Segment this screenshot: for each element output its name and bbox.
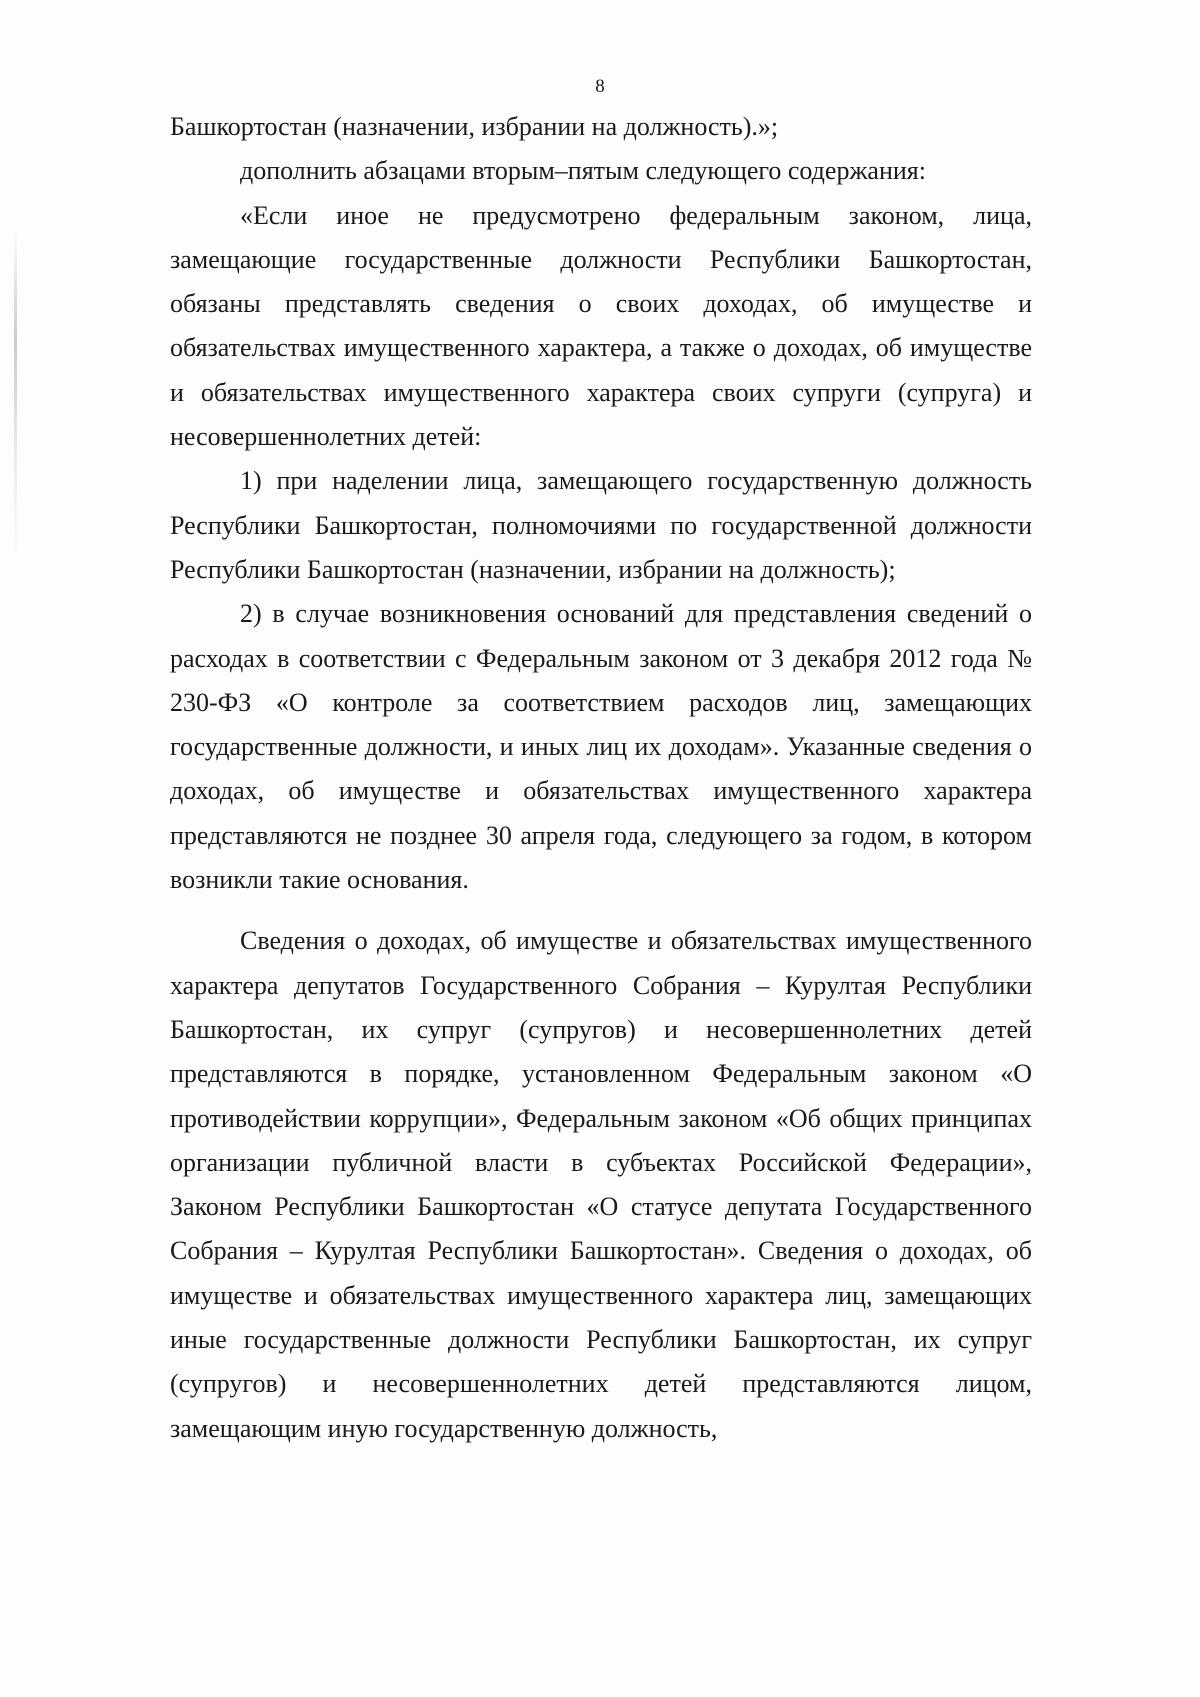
document-body bbox=[170, 105, 1032, 1451]
paragraph-deputies-info: Сведения о доходах, об имуществе и обязательствах имущественного характера депутатов Государственного Собрания – Курултая Республики Башкортостан, их супруг (супругов) и несовершеннолетних детей представляются в порядке, установленном Федеральным законом «О противодействии коррупции», Федеральным законом «Об общих принципах организации публичной власти в субъектах Российской Федерации», Законом Республики Башкортостан «О статусе депутата Государственного Собрания – Курултая Республики Башкортостан». Сведения о доходах, об имуществе и обязательствах имущественного характера лиц, замещающих иные государственные должности Республики Башкортостан, их супруг (супругов) и несовершеннолетних детей представляются лицом, замещающим иную государственную должность, bbox=[170, 926, 1032, 1443]
paragraph-item-1: 1) при наделении лица, замещающего государственную должность Республики Башкортостан, полномочиями по государственной должности Республики Башкортостан (назначении, избрании на должность); bbox=[170, 466, 1032, 584]
paragraph-continuation: Башкортостан (назначении, избрании на должность).»; bbox=[170, 112, 779, 141]
paragraph-item-2: 2) в случае возникновения оснований для представления сведений о расходах в соответствии с Федеральным законом от 3 декабря 2012 года № 230-ФЗ «О контроле за соответствием расходов лиц, замещающих государственные должности, и иных лиц их доходам». Указанные сведения о доходах, об имуществе и обязательствах имущественного характера представляются не позднее 30 апреля года, следующего за годом, в котором возникли такие основания. bbox=[170, 599, 1032, 895]
paragraph-amendment-intro: дополнить абзацами вторым–пятым следующего содержания: bbox=[240, 156, 926, 186]
page-number: 8 bbox=[595, 76, 605, 97]
scan-edge-mark bbox=[14, 230, 17, 560]
paragraph-obligation: «Если иное не предусмотрено федеральным законом, лица, замещающие государственные должности Республики Башкортостан, обязаны представлять сведения о своих доходах, об имуществе и обязательствах имущественного характера, а также о доходах, об имуществе и обязательствах имущественного характера своих супруги (супруга) и несовершеннолетних детей: bbox=[170, 200, 1032, 452]
paragraph-spacer bbox=[170, 902, 1032, 919]
